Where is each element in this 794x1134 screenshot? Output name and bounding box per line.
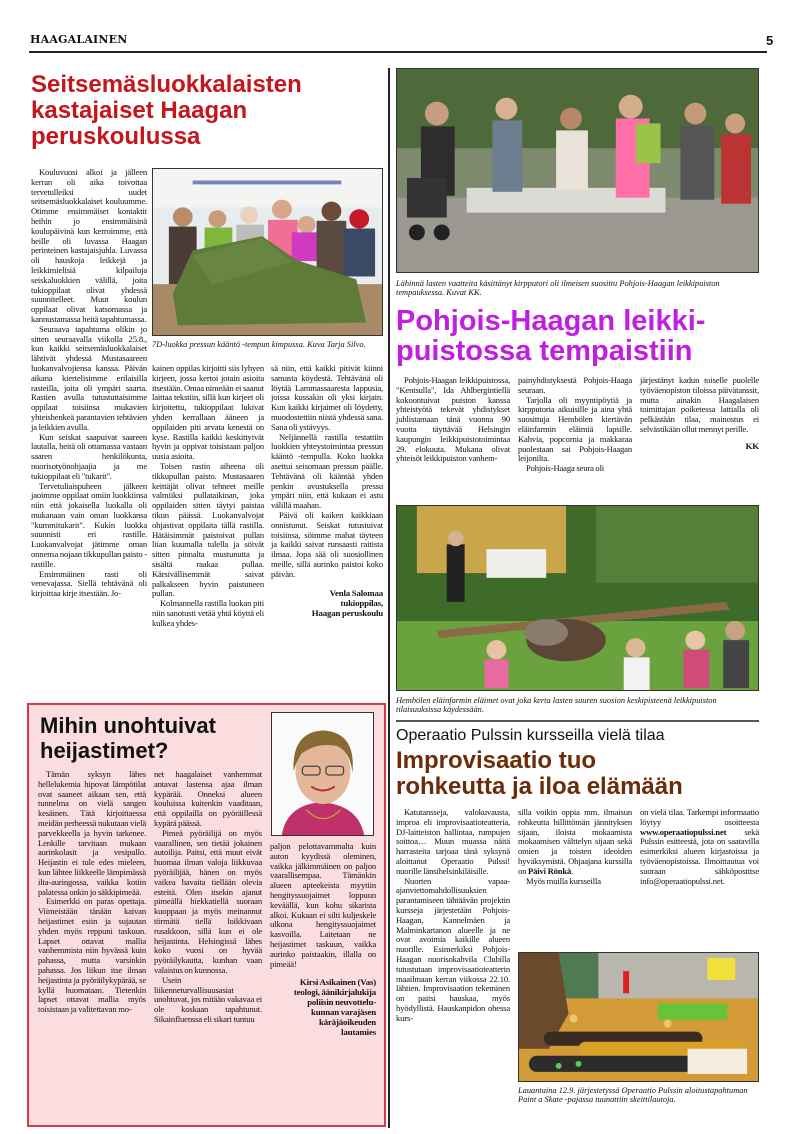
article4-column-3 xyxy=(640,808,759,886)
photo-animal-farm xyxy=(396,505,759,691)
signature-line: tukioppilas, xyxy=(340,597,383,608)
text: sekä Pulssin esitteestä, jota on saatavilla esimerkiksi alueen kirjastoissa ja työväenopistoissa. Ilmoittautua voi suoraan sähköpostitse info@operaatiopulssi.net. xyxy=(640,826,759,886)
paragraph xyxy=(518,808,632,877)
signature-line: Venla Salomaa xyxy=(329,587,383,598)
article3-column-1 xyxy=(38,770,146,1015)
paragraph: Tarjolla oli myyntipöytiä ja kirpputoria aikuisille ja aina yhtä suosittuja Hembölen kiertävän eläinfarmin eläimiä lapsille. Kahvia, popcornia ja makkaraa puolestaan sai Pohjois-Haagan leijonilta. xyxy=(518,394,632,464)
paragraph: paljon pelottavammalta kuin auton kyydissä oleminen, vaikka jälkimmäinen on paljon vaarallisempaa. Tämänkin alueen apteekeista myytiin hengityssuojaimet loppuun keväällä, kun kohu sikarista alkoi. Kukaan ei silti kuljeskele ulkona hengityssuojaimet kasvoilla. Laitetaan ne heijastimet taskuun, vaikka aurinko paistaakin, illalla on pimeää! xyxy=(270,841,376,969)
paragraph: net haagalaiset vanhemmat antavat lastensa ajaa ilman kypärää. Onneksi alueen kouluissa kuitenkin vaaditaan, että oppilailla on pyöräillessä kypärä päässä. xyxy=(154,769,262,828)
article2-headline xyxy=(396,306,791,367)
article2-column-1 xyxy=(396,376,510,464)
paragraph: kainen oppilas kirjoitti siis lyhyen kirjeen, jossa kertoi jotain asioita itsestään. Omaa nimeään ei saanut laittaa tekstiin, sillä kun kirjeet oli kirjoitettu, tukioppilaat lukivat yhden kerrallaan ääneen ja oppilaiden piti arvata kenestä on kyse. Rastilla kaikki keskittyivät hyvin ja oppivat toisistaan paljon uusia asioita. xyxy=(152,363,264,462)
paragraph: Myös muilla kursseilla xyxy=(526,875,601,886)
paragraph: Päivä oli kaiken kaikkiaan onnistunut. Seiskat tutustuivat toisiinsa, söimme mahat täyteen ja kaikki saivat runsaasti raitista ilmaa. Jopa sää oli suosiollinen meille, sillä aurinko paistoi koko päivän. xyxy=(271,509,383,579)
article4-headline xyxy=(396,748,791,801)
signature-line: kunnan varajäsen xyxy=(310,1007,376,1018)
header-rule xyxy=(29,51,767,53)
article2-column-2 xyxy=(518,376,632,474)
paragraph: Ensimmäinen rasti oli venevajassa. Siellä tehtävänä oli kirjoittaa kirje itsestään. Jo- xyxy=(31,568,147,599)
paragraph: Pohjois-Haagan leikkipuistossa, "Kentsulla", Ida Ahlbergintiellä kokoontuivat puiston kanssa yhteistyötä tekevät yhdistykset juhlistamaan tänä vuonna 90 vuotta täyttävää Helsingin kaupungin leikkipuistotoimintaa 29. elokuuta. Mukana olivat yhteisöt leikkipuiston vanhem- xyxy=(396,375,510,464)
paragraph: Usein liikenneturvallisuusasiat unohtuvat, jos mitään vakavaa ei ole koskaan tapahtunut. Sikainfluenssa eli sikari tuntuu xyxy=(154,974,262,1024)
paragraph: Seuraava tapahtuma olikin jo sitten seuraavalla viikolla 25.8., kun kaikki seitsemäsluokkalaiset lähtivät yhdessä Mustasaareen luokanvalvojiensa kanssa. Päivän aikana kiertelisimme erilaisilla rasteilla, joita oli ympäri saarta. Rastien avulla tutustuttaisimme oppilaat toisiinsa mukavien yhteishenkeä parantavien tehtävien ja leikkien avulla. xyxy=(31,323,147,432)
article4-kicker: Operaatio Pulssin kursseilla vielä tilaa xyxy=(396,727,665,744)
signature-line: Haagan peruskoulu xyxy=(311,607,383,618)
article2-headline-line: puistossa tempaistiin xyxy=(396,335,693,368)
article2-photo-caption: Lähinnä lasten vaatteita käsittänyt kirpputori oli ilmeisen suosittu Pohjois-Haagan leikkipuiston tempauksessa. Kuvat KK. xyxy=(396,279,720,297)
article4-headline-line: Improvisaatio tuo xyxy=(396,747,597,774)
article2-signature: KK xyxy=(745,440,759,451)
article3-signature xyxy=(270,977,376,1037)
article3-headline-line: heijastimet? xyxy=(40,737,169,763)
article4-column-2 xyxy=(518,808,632,886)
paragraph: Tämän syksyn lähes hellelukemia hipovat lämpötilat ovat saaneet aikaan sen, että tunnelma on vielä sangen kesäinen. Tätä kirjoittaessa meidän perheessä nukutaan vielä parvekkeella ja hyvin tarkenee. Lenkille tarvitaan mukaan aurinkolasit ja vesipullo. Heijastin ei tule edes mieleen, kun lähtee liikkeelle lämpimässä ilta-auringossa, vaikka kotiin palatessa onkin jo säkkipimeää. xyxy=(38,769,146,897)
article3-headline xyxy=(40,714,265,763)
paragraph: Katutansseja, valokuvausta, improa eli improvisaatioteatteria, DJ-laitteiston hallintaa, rumpujen soittoa… Muun muassa näitä harrasteita tarjoaa tänä syksynä aloittanut Operaatio Pulssi! nuorille länsihelsinkiläisille. xyxy=(396,807,510,876)
article1-column-1 xyxy=(31,168,147,599)
paragraph: Kouluvuosi alkoi ja jälleen kerran oli aika toivottaa tervetulleiksi uudet seitsemäsluokkalaiset kouluumme. Otimme ensimmäiset kontaktit heihin jo ensimmäisinä koulupäivinä kun kerroimme, että heille oli luvassa Haagan perinteinen kastajaisjuhla. Luvassa oli hauskoja leikkejä ja leikkimielisiä kilpailuja seiskaluokkien välillä, joita tukioppilaat olivat yhdessä suunnitelleet. Muut koulun oppilaat olivat katsomassa ja kannustamassa heitä tapahtumassa. xyxy=(31,167,147,324)
article3-headline-line: Mihin unohtuivat xyxy=(40,713,216,738)
paragraph: järjestänyt kadun toiselle puolelle työväenopiston tiloissa päivätanssit, mutta ainakin Haagalaisen toimittajan poiketessa lattialla oli pelkästään tilaa, mainostus ei selvästikään ollut mennyt perille. xyxy=(640,375,759,434)
paragraph: sä niin, että kaikki pitivät kiinni samasta köydestä. Tehtävänä oli löytää Lammassaaresta lappusia, joissa kussakin oli yksi kirjain. Kun kaikki kirjaimet oli löydetty, muodostettiin niistä yhdessä sana. Sana oli ystävyys. xyxy=(271,363,383,432)
instructor-name: Päivi Rönkä xyxy=(528,865,572,876)
article2-headline-line: Pohjois-Haagan leikki- xyxy=(396,305,706,337)
text: silla voikin oppia mm. ilmaisun rohkeutta hillittömän jännityksen sijaan, iloista mokaamista mokaamisen välttelyn sijaan sekä omien ja toisten ideoiden hyväksymistä. Ohjaajana kurssilla on xyxy=(518,807,632,876)
paragraph: Tervetuliaispuheen jälkeen jaoimme oppilaat omiin luokkiinsa niin että jokaisella luokalla oli mukanaan vain oman luokkansa "kummitukarit". Kukin luokka suunnisti eri rastille. Luokanvalvojat jätimme oman onnensa nojaan tikkupullan paisto -rastille. xyxy=(31,480,147,569)
article3-column-2 xyxy=(154,770,262,1025)
paragraph: Esimerkki on paras opettaja. Viimeistään tänään kaivan heijastimet esiin ja sujautan yhden myös reppuni taskuun. Lapset ottavat mallia vanhemmista niin hyvässä kuin pahassa, mutta varsinkin pahassa. Jos liikun itse ilman heijastinta ja pyöräilykypärää, se kyllä huomataan. Tietenkin lapset ottavat mallia myös toisistaan ja valitettavan mo- xyxy=(38,896,146,1015)
text: on vielä tilaa. Tarkempi informaatio löytyy osoitteesta xyxy=(640,807,759,827)
text: . xyxy=(571,865,574,876)
article1-column-2 xyxy=(152,364,264,629)
paragraph: Pimeä pyöräilijä on myös vaarallinen, sen tietää jokainen autoilija. Paitsi, että muut eivät huomaa ilman valoja liikkuvaa pyöräilijää, hänen on myös vaikea havaita tiellään olevia esteitä. Olen itsekin ajanut pimeällä hiekkatiellä suoraan kuoppaan ja myös meinannut törmätä tiellä loikkivaan rusakkoon, sillä kun ei ole heijastinta. Helsingissä lähes koko vuosi on hyvää pyöräilykautta, kunhan vaan valaistus on kunnossa. xyxy=(154,827,262,975)
photo-skateboards xyxy=(518,952,759,1082)
paragraph: Pohjois-Haaga seura oli xyxy=(526,463,605,474)
page-number: 5 xyxy=(766,33,774,48)
section-divider xyxy=(396,720,759,722)
article1-headline-line: peruskoulussa xyxy=(31,122,201,150)
paragraph: painyhdistyksestä Pohjois-Haaga seuraan. xyxy=(518,375,632,395)
paragraph xyxy=(640,808,759,886)
article4-column-1 xyxy=(396,808,510,1024)
article1-headline xyxy=(31,72,386,150)
article1-headline-line: kastajaiset Haagan xyxy=(31,96,248,124)
photo-flea-market xyxy=(396,68,759,273)
masthead: HAAGALAINEN xyxy=(30,33,128,46)
article1-signature xyxy=(271,588,383,618)
photo-students-tarp xyxy=(152,168,383,336)
article1-headline-line: Seitsemäsluokkalaisten xyxy=(31,71,302,98)
article1-column-3 xyxy=(271,364,383,618)
column-divider xyxy=(388,68,390,1128)
article4-headline-line: rohkeutta ja iloa elämään xyxy=(396,773,683,801)
article2-photo2-caption: Hembölen eläinfarmin eläimet ovat joka kerta lasten suuren suosion keskipisteenä leikkipuiston tilaisuuksissa käydessään. xyxy=(396,696,717,714)
signature-line: Kirsi Asikainen (Vas) xyxy=(299,977,376,988)
paragraph: Kun seiskat saapuivat saareen lautalla, heitä oli ottamassa vastaan saaren henkilökunta, nuorisotyönohjaajia ja me tukioppilaat eli "tukarit". xyxy=(31,431,147,481)
signature-line: poliisin neuvottelu- xyxy=(307,997,376,1008)
signature-line: käräjäoikeuden xyxy=(318,1017,376,1028)
website-link[interactable]: www.operaatiopulssi.net xyxy=(640,826,727,837)
article3-column-3 xyxy=(270,842,376,1037)
article1-photo-caption: 7D-luokka pressun kääntö -tempun kimpussa. Kuva Tarja Silvo. xyxy=(152,340,366,349)
portrait-kirsi-asikainen xyxy=(271,712,374,836)
signature-line: teologi, äänikirjalukija xyxy=(293,987,376,998)
paragraph: Kolmannella rastilla luokan piti niin sanotusti vetää yhtä köyttä eli kulkea yhdes- xyxy=(152,598,264,628)
paragraph: Nuorten vapaa-ajanviettomahdollisuuksien parantamiseen tähtäävän projektin kursseja järjestetään Pohjois-Haagan, Kannelmäen ja Malminkartanon alueelle ja ne ovat avoimia kaikille alueen nuorille. Esimerkiksi Pohjois-Haagan nuorisokahvila Clubilla tutustutaan improvisaatioteatterin maailmaan kerran viikossa 22.10. lähtien. Improvisaation tekeminen on paitsi hauskaa, myös hyödyllistä. Hauskanpidon ohessa kurs- xyxy=(396,875,510,1023)
paragraph: Toisen rastin aiheena oli tikkupullan paisto. Mustasaaren keittäjät olivat tehneet meille valmiiksi pullataikinan, joka oppilaiden sitten täytyi paistaa tikun päässä. Luokanvalvojat ohjastivat oppilaita tällä rastilla. Hätäisimmät paistoivat pullan liian kuumalla tulella ja söivät sitten pinnalta mustunutta ja sisältä raakaa pullaa. Kärsivällisemmät saivat palkakseen hyvin paistuneen pullan. xyxy=(152,460,264,599)
paragraph: Neljännellä rastilla testattiin luokkien yhteystoimintaa pressun kääntö -tempulla. Koko luokka asettui seisomaan pressun päälle. Tehtävänä oli kääntää yhden penkin avustuksella pressu ympäri niin, että kukaan ei astu välillä maahan. xyxy=(271,431,383,511)
signature-line: lautamies xyxy=(341,1027,376,1038)
article2-column-3 xyxy=(640,376,759,451)
article4-photo-caption: Lauantaina 12.9. järjestetyssä Operaatio Pulssin aloitustapahtuman Paint a Skate -pajassa tuunattiin skeittilautoja. xyxy=(518,1086,748,1104)
